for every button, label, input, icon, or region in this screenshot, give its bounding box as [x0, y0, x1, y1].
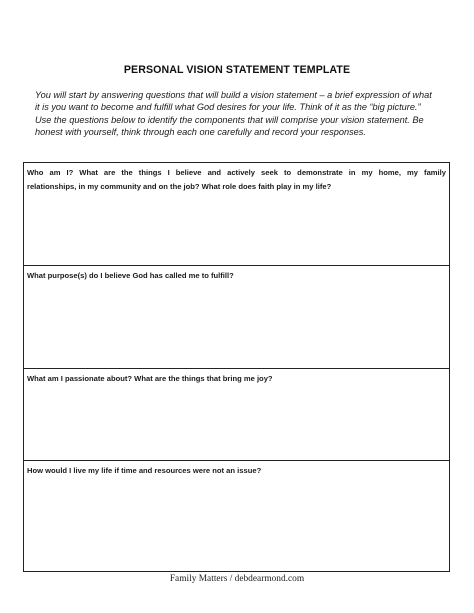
question-line: Who am I? What are the things I believe and actively seek to demonstrate in my home, my family [27, 168, 446, 177]
intro-line: You will start by answering questions that will build a vision statement – a brief expression of what [35, 90, 432, 100]
intro-paragraph [35, 89, 443, 139]
question-text [27, 166, 446, 194]
question-text [27, 269, 446, 283]
question-cell-no-limits[interactable] [24, 461, 449, 571]
question-text [27, 372, 446, 386]
page-title: PERSONAL VISION STATEMENT TEMPLATE [123, 64, 351, 76]
intro-line: honest with yourself, think through each one carefully and record your responses. [35, 127, 366, 138]
intro-line: it is you want to become and fulfill what God desires for your life. Think of it as the “big picture.” [35, 102, 421, 113]
question-line: relationships, in my community and on the job? What role does faith play in my life? [27, 181, 332, 191]
question-text [27, 464, 446, 478]
page-footer: Family Matters / debdearmond.com [169, 574, 305, 584]
question-cell-purpose[interactable] [24, 266, 449, 369]
question-line: What am I passionate about? What are the things that bring me joy? [27, 374, 273, 383]
question-line: How would I live my life if time and resources were not an issue? [27, 466, 262, 475]
intro-line: Use the questions below to identify the components that will comprise your vision statement. Be [35, 114, 424, 125]
questions-table [23, 162, 450, 572]
question-cell-who-am-i[interactable] [24, 163, 449, 266]
question-cell-passion[interactable] [24, 369, 449, 461]
question-line: What purpose(s) do I believe God has called me to fulfill? [27, 271, 234, 280]
